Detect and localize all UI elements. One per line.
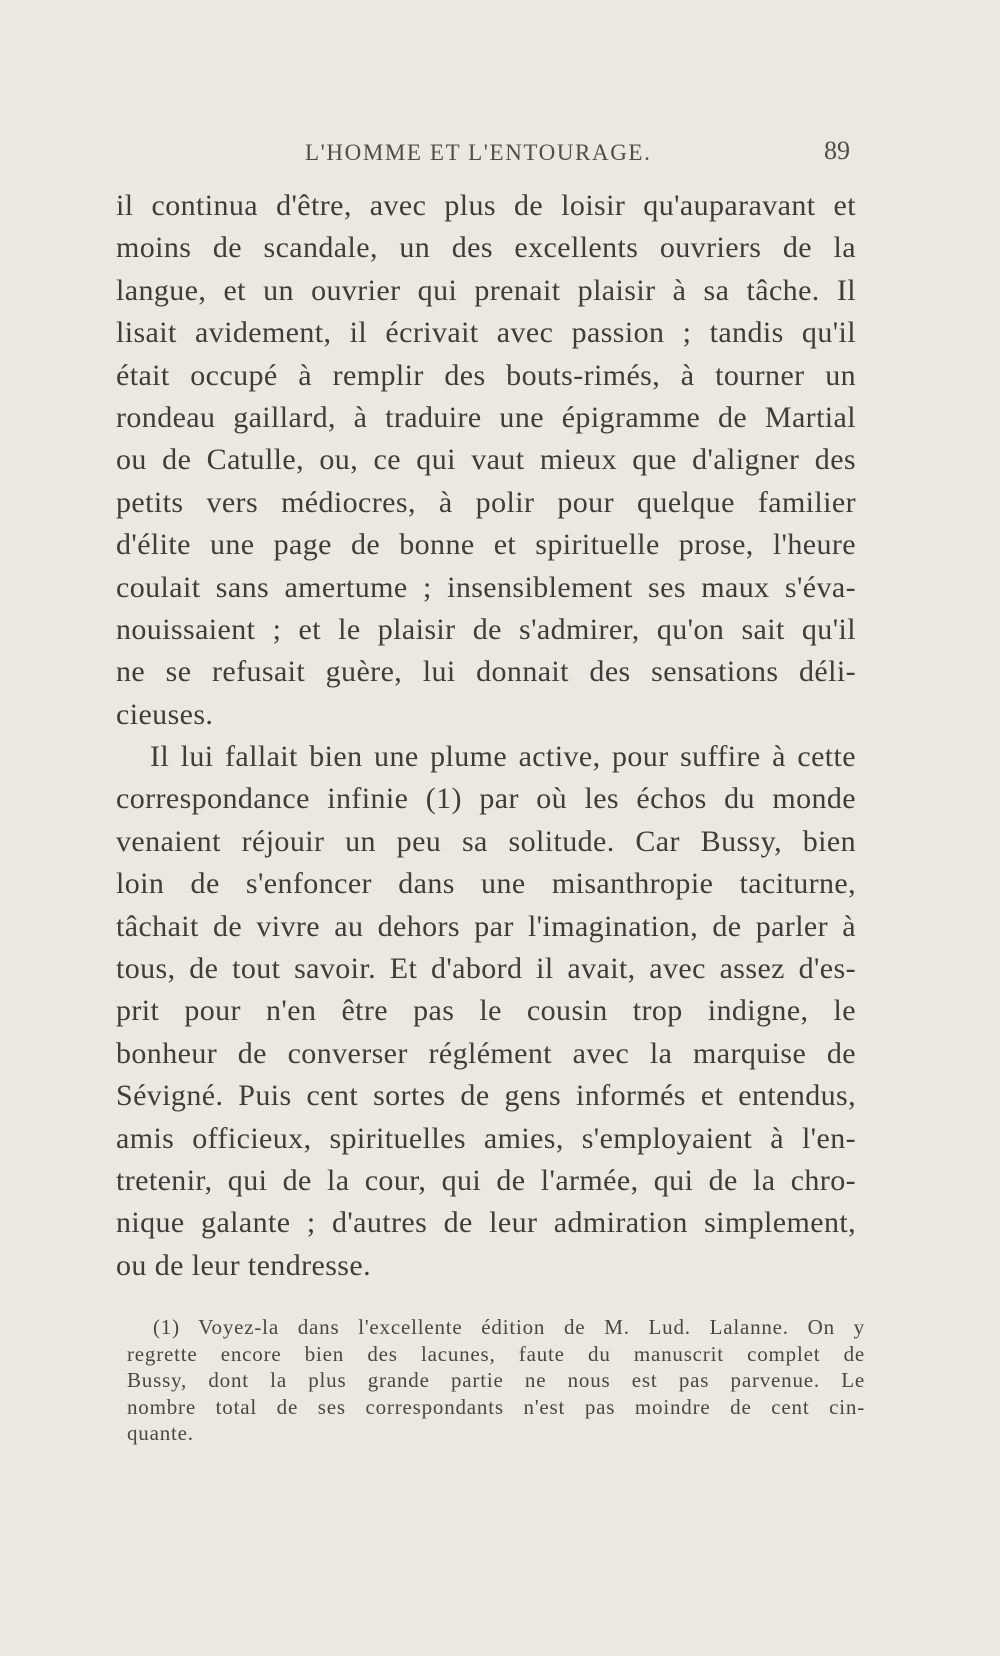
text-line: il continua d'être, avec plus de loisir qu'auparavant et bbox=[116, 189, 856, 222]
text-line: amis officieux, spirituelles amies, s'employaient à l'en- bbox=[116, 1121, 856, 1155]
text-line: loin de s'enfoncer dans une misanthropie taciturne, bbox=[116, 867, 856, 901]
text-line: ou de Catulle, ou, ce qui vaut mieux que d'aligner des bbox=[116, 443, 856, 477]
text-line: correspondance infinie (1) par où les échos du monde bbox=[116, 782, 856, 816]
text-line: Il lui fallait bien une plume active, pour suffire à cette bbox=[150, 740, 856, 774]
text-line: prit pour n'en être pas le cousin trop indigne, le bbox=[116, 994, 856, 1028]
text-line: tretenir, qui de la cour, qui de l'armée, qui de la chro- bbox=[116, 1163, 856, 1197]
text-line: venaient réjouir un peu sa solitude. Car Bussy, bien bbox=[116, 824, 856, 858]
text-line: nouissaient ; et le plaisir de s'admirer, qu'on sait qu'il bbox=[116, 612, 856, 646]
text-line: Sévigné. Puis cent sortes de gens informés et entendus, bbox=[116, 1079, 856, 1113]
text-line: nique galante ; d'autres de leur admiration simplement, bbox=[116, 1206, 856, 1240]
text-line: cieuses. bbox=[116, 697, 214, 731]
footnote-line: (1) Voyez-la dans l'excellente édition de M. Lud. Lalanne. On y bbox=[153, 1315, 865, 1339]
text-line: bonheur de converser réglément avec la marquise de bbox=[116, 1036, 856, 1070]
body-text bbox=[116, 185, 856, 1287]
footnote-line: nombre total de ses correspondants n'est pas moindre de cent cin- bbox=[127, 1394, 865, 1419]
running-title: L'HOMME ET L'ENTOURAGE. bbox=[305, 140, 652, 165]
text-line: coulait sans amertume ; insensiblement ses maux s'éva- bbox=[116, 570, 856, 604]
text-line: ou de leur tendresse. bbox=[116, 1248, 371, 1282]
page-number: 89 bbox=[824, 136, 850, 165]
footnote-line: regrette encore bien des lacunes, faute du manuscrit complet de bbox=[127, 1341, 865, 1366]
text-line: moins de scandale, un des excellents ouvriers de la bbox=[116, 231, 856, 265]
text-line: lisait avidement, il écrivait avec passion ; tandis qu'il bbox=[116, 316, 856, 350]
text-line: rondeau gaillard, à traduire une épigramme de Martial bbox=[116, 400, 856, 434]
text-line: tâchait de vivre au dehors par l'imagination, de parler à bbox=[116, 909, 856, 943]
text-line: était occupé à remplir des bouts-rimés, à tourner un bbox=[116, 358, 856, 392]
text-line: petits vers médiocres, à polir pour quelque familier bbox=[116, 485, 856, 519]
footnote-line: quante. bbox=[127, 1421, 194, 1445]
text-line: tous, de tout savoir. Et d'abord il avait, avec assez d'es- bbox=[116, 952, 856, 986]
text-line: langue, et un ouvrier qui prenait plaisir à sa tâche. Il bbox=[116, 273, 856, 307]
footnote bbox=[127, 1314, 865, 1447]
text-line: d'élite une page de bonne et spirituelle prose, l'heure bbox=[116, 528, 856, 562]
text-line: ne se refusait guère, lui donnait des sensations déli- bbox=[116, 655, 856, 689]
footnote-line: Bussy, dont la plus grande partie ne nous est pas parvenue. Le bbox=[127, 1368, 865, 1392]
